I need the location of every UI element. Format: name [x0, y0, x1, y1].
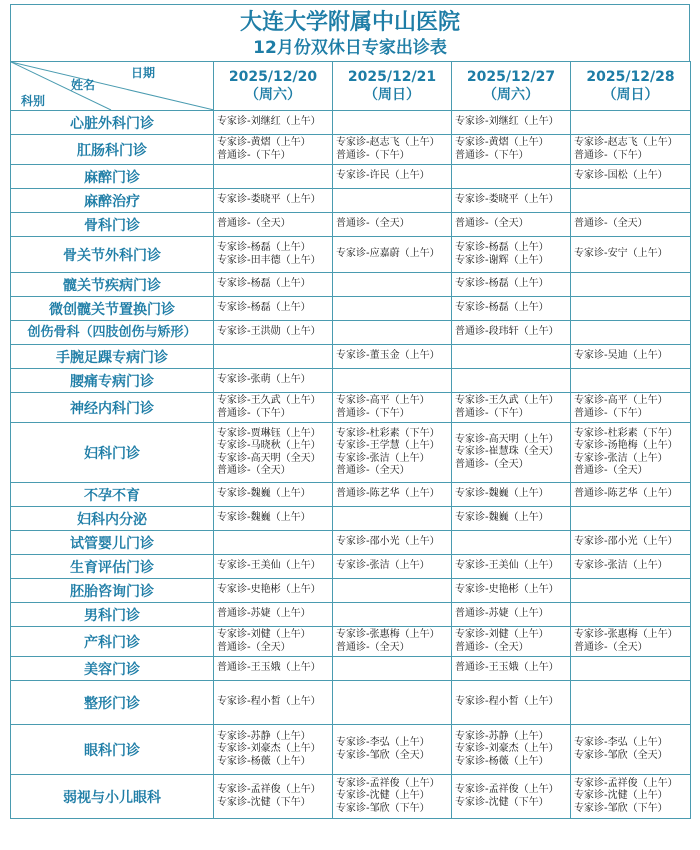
doctor-entry: 普通诊-（全天） — [336, 218, 410, 230]
doctor-entry: 普通诊-（下午） — [336, 149, 410, 161]
schedule-cell — [571, 369, 691, 393]
doctor-entry: 专家诊-王美仙（上午） — [455, 560, 559, 572]
doctor-entry: 普通诊-（全天） — [336, 465, 410, 476]
schedule-cell — [214, 237, 333, 273]
schedule-cell — [571, 483, 691, 507]
schedule-cell — [452, 555, 571, 579]
schedule-cell — [452, 627, 571, 657]
table-row — [11, 273, 691, 297]
schedule-cell — [214, 369, 333, 393]
doctor-entry: 普通诊-王玉娥（上午） — [217, 662, 321, 674]
schedule-cell — [333, 369, 452, 393]
doctor-entry: 普通诊-（下午） — [574, 149, 648, 161]
dept-cell: 妇科门诊 — [11, 423, 214, 483]
corner-name-label: 姓名 — [71, 78, 96, 92]
schedule-cell — [571, 393, 691, 423]
doctor-entry: 专家诊-杜彩素（下午） — [336, 427, 440, 439]
schedule-cell — [452, 189, 571, 213]
schedule-cell — [571, 579, 691, 603]
doctor-entry: 专家诊-史艳彬（上午） — [217, 584, 321, 596]
table-row — [11, 369, 691, 393]
hospital-title: 大连大学附属中山医院 — [239, 10, 460, 35]
dept-cell: 胚胎咨询门诊 — [11, 579, 214, 603]
doctor-entry: 专家诊-孟祥俊（上午） — [455, 784, 559, 795]
doctor-entry: 普通诊-（下午） — [336, 407, 410, 419]
date-header: 2025/12/21 （周日） — [333, 62, 452, 111]
doctor-entry: 专家诊-李弘（上午） — [574, 737, 668, 748]
schedule-cell — [333, 111, 452, 135]
schedule-cell — [214, 213, 333, 237]
schedule-cell — [452, 165, 571, 189]
schedule-cell — [571, 135, 691, 165]
schedule-cell — [452, 237, 571, 273]
table-row — [11, 579, 691, 603]
title-block — [10, 4, 690, 61]
schedule-cell — [452, 483, 571, 507]
doctor-entry: 专家诊-史艳彬（上午） — [455, 584, 559, 596]
schedule-cell — [214, 627, 333, 657]
schedule-cell — [333, 555, 452, 579]
schedule-table — [10, 61, 691, 819]
schedule-cell — [333, 507, 452, 531]
schedule-cell — [214, 555, 333, 579]
doctor-entry: 专家诊-娄晓平（上午） — [217, 194, 321, 206]
doctor-entry: 专家诊-王美仙（上午） — [217, 560, 321, 572]
doctor-entry: 专家诊-黄熠（上午） — [455, 137, 549, 148]
doctor-entry: 普通诊-王玉娥（上午） — [455, 662, 559, 674]
schedule-cell — [571, 603, 691, 627]
table-row — [11, 321, 691, 345]
table-row — [11, 393, 691, 423]
doctor-entry: 专家诊-应嘉蔚（上午） — [336, 248, 440, 260]
schedule-cell — [452, 579, 571, 603]
dept-cell: 眼科门诊 — [11, 725, 214, 775]
dept-cell: 妇科内分泌 — [11, 507, 214, 531]
doctor-entry: 专家诊-董玉金（上午） — [336, 350, 440, 362]
doctor-entry: 普通诊-（全天） — [217, 641, 291, 653]
doctor-entry: 专家诊-魏巍（上午） — [217, 488, 311, 500]
table-row — [11, 627, 691, 657]
schedule-cell — [214, 189, 333, 213]
dept-cell: 麻醉治疗 — [11, 189, 214, 213]
schedule-cell — [571, 627, 691, 657]
schedule-cell — [571, 345, 691, 369]
doctor-entry: 专家诊-赵志飞（上午） — [336, 137, 440, 148]
doctor-entry: 专家诊-贾琳钰（上午） — [217, 427, 321, 439]
doctor-entry: 普通诊-苏婕（上午） — [455, 608, 549, 620]
schedule-cell — [214, 111, 333, 135]
schedule-cell — [214, 483, 333, 507]
schedule-cell — [452, 423, 571, 483]
doctor-entry: 专家诊-李弘（上午） — [336, 737, 430, 748]
schedule-cell — [214, 297, 333, 321]
schedule-cell — [214, 531, 333, 555]
doctor-entry: 普通诊-（下午） — [455, 149, 529, 161]
table-row — [11, 165, 691, 189]
schedule-cell — [452, 507, 571, 531]
doctor-entry: 专家诊-刘健（上午） — [217, 629, 311, 640]
date-header: 2025/12/20 （周六） — [214, 62, 333, 111]
doctor-entry: 专家诊-崔慧珠（全天） — [455, 446, 559, 458]
schedule-cell — [571, 273, 691, 297]
dept-cell: 手腕足踝专病门诊 — [11, 345, 214, 369]
dept-cell: 美容门诊 — [11, 657, 214, 681]
dept-cell: 男科门诊 — [11, 603, 214, 627]
schedule-cell — [333, 725, 452, 775]
schedule-cell — [214, 507, 333, 531]
doctor-entry: 普通诊-段玮轩（上午） — [455, 326, 559, 338]
doctor-entry: 专家诊-安宁（上午） — [574, 248, 668, 260]
table-row — [11, 135, 691, 165]
schedule-cell — [214, 775, 333, 819]
schedule-cell — [571, 775, 691, 819]
schedule-cell — [333, 345, 452, 369]
doctor-entry: 专家诊-张萌（上午） — [217, 374, 311, 386]
schedule-cell — [333, 237, 452, 273]
schedule-cell — [452, 531, 571, 555]
doctor-entry: 专家诊-许民（上午） — [336, 170, 430, 182]
schedule-cell — [214, 579, 333, 603]
schedule-cell — [333, 213, 452, 237]
dept-cell: 弱视与小儿眼科 — [11, 775, 214, 819]
schedule-cell — [571, 657, 691, 681]
schedule-subtitle: 12月份双休日专家出诊表 — [253, 38, 447, 58]
dept-cell: 麻醉门诊 — [11, 165, 214, 189]
doctor-entry: 专家诊-沈健（上午） — [574, 790, 668, 802]
doctor-entry: 专家诊-邹欣（全天） — [336, 749, 430, 761]
doctor-entry: 普通诊-苏婕（上午） — [217, 608, 311, 620]
header-row — [11, 62, 691, 111]
schedule-cell — [571, 531, 691, 555]
doctor-entry: 普通诊-（全天） — [217, 465, 291, 476]
dept-cell: 神经内科门诊 — [11, 393, 214, 423]
doctor-entry: 专家诊-杨薇（上午） — [217, 755, 311, 767]
schedule-cell — [333, 483, 452, 507]
doctor-entry: 专家诊-邹欣（下午） — [574, 802, 668, 814]
schedule-cell — [452, 681, 571, 725]
dept-cell: 肛肠科门诊 — [11, 135, 214, 165]
doctor-entry: 专家诊-沈健（上午） — [336, 790, 430, 802]
doctor-entry: 专家诊-孟祥俊（上午） — [336, 777, 440, 789]
doctor-entry: 专家诊-汤艳梅（上午） — [574, 440, 678, 451]
schedule-cell — [333, 775, 452, 819]
doctor-entry: 普通诊-（全天） — [574, 218, 648, 230]
schedule-cell — [571, 725, 691, 775]
schedule-cell — [571, 111, 691, 135]
doctor-entry: 专家诊-魏巍（上午） — [217, 512, 311, 524]
doctor-entry: 普通诊-陈艺华（上午） — [574, 488, 678, 500]
schedule-cell — [333, 321, 452, 345]
doctor-entry: 专家诊-邵小光（上午） — [336, 536, 440, 548]
doctor-entry: 专家诊-杜彩素（下午） — [574, 427, 678, 439]
schedule-cell — [214, 165, 333, 189]
date-header: 2025/12/27 （周六） — [452, 62, 571, 111]
schedule-cell — [333, 393, 452, 423]
doctor-entry: 专家诊-魏巍（上午） — [455, 512, 549, 524]
schedule-cell — [214, 135, 333, 165]
table-row — [11, 603, 691, 627]
date-header: 2025/12/28 （周日） — [571, 62, 691, 111]
schedule-cell — [214, 321, 333, 345]
schedule-cell — [214, 603, 333, 627]
doctor-entry: 专家诊-谢辉（上午） — [455, 254, 549, 266]
doctor-entry: 普通诊-（全天） — [455, 218, 529, 230]
doctor-entry: 专家诊-杨薇（上午） — [455, 755, 549, 767]
doctor-entry: 专家诊-张洁（上午） — [574, 452, 668, 464]
table-row — [11, 725, 691, 775]
doctor-entry: 专家诊-王久武（上午） — [455, 395, 559, 406]
doctor-entry: 专家诊-邹欣（下午） — [336, 802, 430, 814]
schedule-cell — [333, 603, 452, 627]
schedule-cell — [571, 213, 691, 237]
schedule-cell — [571, 423, 691, 483]
schedule-cell — [333, 657, 452, 681]
doctor-entry: 专家诊-高天明（上午） — [455, 433, 559, 445]
schedule-cell — [571, 297, 691, 321]
doctor-entry: 专家诊-高平（上午） — [336, 395, 430, 406]
schedule-cell — [214, 423, 333, 483]
doctor-entry: 专家诊-王洪勋（上午） — [217, 326, 321, 338]
doctor-entry: 专家诊-国松（上午） — [574, 170, 668, 182]
schedule-cell — [214, 681, 333, 725]
schedule-cell — [333, 681, 452, 725]
schedule-cell — [214, 345, 333, 369]
schedule-cell — [333, 273, 452, 297]
schedule-cell — [333, 627, 452, 657]
doctor-entry: 专家诊-杨磊（上午） — [217, 278, 311, 290]
doctor-entry: 专家诊-王久武（上午） — [217, 395, 321, 406]
doctor-entry: 专家诊-苏静（上午） — [217, 730, 311, 742]
schedule-sheet — [10, 4, 690, 819]
doctor-entry: 专家诊-王学慧（上午） — [336, 440, 440, 451]
doctor-entry: 专家诊-程小皙（上午） — [455, 696, 559, 708]
doctor-entry: 专家诊-邹欣（全天） — [574, 749, 668, 761]
table-row — [11, 555, 691, 579]
table-row — [11, 111, 691, 135]
doctor-entry: 普通诊-（全天） — [574, 641, 648, 653]
doctor-entry: 专家诊-沈健（下午） — [217, 796, 311, 808]
dept-cell: 创伤骨科（四肢创伤与矫形） — [11, 321, 214, 345]
doctor-entry: 普通诊-（全天） — [455, 641, 529, 653]
dept-cell: 腰痛专病门诊 — [11, 369, 214, 393]
doctor-entry: 专家诊-杨磊（上午） — [217, 242, 311, 253]
table-row — [11, 483, 691, 507]
schedule-cell — [452, 369, 571, 393]
doctor-entry: 普通诊-（全天） — [455, 458, 529, 470]
schedule-cell — [333, 189, 452, 213]
table-row — [11, 657, 691, 681]
dept-cell: 整形门诊 — [11, 681, 214, 725]
schedule-cell — [571, 681, 691, 725]
dept-cell: 微创髋关节置换门诊 — [11, 297, 214, 321]
dept-cell: 不孕不育 — [11, 483, 214, 507]
doctor-entry: 专家诊-张惠梅（上午） — [336, 629, 440, 640]
schedule-cell — [452, 213, 571, 237]
doctor-entry: 专家诊-刘豪杰（上午） — [217, 743, 321, 755]
schedule-cell — [452, 725, 571, 775]
schedule-cell — [452, 775, 571, 819]
doctor-entry: 专家诊-孟祥俊（上午） — [217, 784, 321, 795]
corner-dept-label: 科别 — [21, 94, 46, 108]
schedule-cell — [571, 507, 691, 531]
dept-cell: 骨科门诊 — [11, 213, 214, 237]
dept-cell: 骨关节外科门诊 — [11, 237, 214, 273]
table-row — [11, 423, 691, 483]
schedule-cell — [452, 135, 571, 165]
doctor-entry: 普通诊-（全天） — [336, 641, 410, 653]
doctor-entry: 专家诊-高天明（全天） — [217, 452, 321, 464]
schedule-cell — [571, 189, 691, 213]
doctor-entry: 普通诊-（全天） — [217, 218, 291, 230]
schedule-cell — [452, 603, 571, 627]
doctor-entry: 普通诊-陈艺华（上午） — [336, 488, 440, 500]
schedule-cell — [452, 297, 571, 321]
doctor-entry: 专家诊-刘继红（上午） — [455, 116, 559, 128]
schedule-cell — [452, 657, 571, 681]
table-row — [11, 237, 691, 273]
schedule-cell — [452, 393, 571, 423]
doctor-entry: 专家诊-魏巍（上午） — [455, 488, 549, 500]
doctor-entry: 专家诊-马晓秋（上午） — [217, 440, 321, 451]
corner-date-label: 日期 — [131, 66, 156, 80]
schedule-cell — [333, 579, 452, 603]
schedule-cell — [214, 657, 333, 681]
schedule-cell — [214, 725, 333, 775]
doctor-entry: 专家诊-田丰德（上午） — [217, 254, 321, 266]
doctor-entry: 专家诊-程小皙（上午） — [217, 696, 321, 708]
doctor-entry: 专家诊-黄熠（上午） — [217, 137, 311, 148]
schedule-cell — [571, 555, 691, 579]
schedule-cell — [333, 531, 452, 555]
schedule-cell — [571, 321, 691, 345]
doctor-entry: 专家诊-赵志飞（上午） — [574, 137, 678, 148]
doctor-entry: 专家诊-张惠梅（上午） — [574, 629, 678, 640]
table-row — [11, 507, 691, 531]
doctor-entry: 普通诊-（下午） — [574, 407, 648, 419]
schedule-cell — [333, 135, 452, 165]
dept-cell: 生育评估门诊 — [11, 555, 214, 579]
doctor-entry: 专家诊-刘继红（上午） — [217, 116, 321, 128]
schedule-cell — [452, 273, 571, 297]
table-row — [11, 189, 691, 213]
doctor-entry: 专家诊-杨磊（上午） — [217, 302, 311, 314]
doctor-entry: 普通诊-（下午） — [217, 149, 291, 161]
table-row — [11, 681, 691, 725]
schedule-cell — [452, 345, 571, 369]
schedule-cell — [333, 165, 452, 189]
table-row — [11, 531, 691, 555]
doctor-entry: 专家诊-沈健（下午） — [455, 796, 549, 808]
doctor-entry: 普通诊-（下午） — [455, 407, 529, 419]
doctor-entry: 专家诊-杨磊（上午） — [455, 302, 549, 314]
table-row — [11, 297, 691, 321]
doctor-entry: 普通诊-（全天） — [574, 465, 648, 476]
schedule-cell — [452, 111, 571, 135]
table-row — [11, 345, 691, 369]
dept-cell: 心脏外科门诊 — [11, 111, 214, 135]
dept-cell: 髋关节疾病门诊 — [11, 273, 214, 297]
doctor-entry: 专家诊-吴迪（上午） — [574, 350, 668, 362]
doctor-entry: 专家诊-苏静（上午） — [455, 730, 549, 742]
doctor-entry: 专家诊-杨磊（上午） — [455, 278, 549, 290]
doctor-entry: 专家诊-张洁（上午） — [336, 560, 430, 572]
schedule-cell — [452, 321, 571, 345]
table-row — [11, 775, 691, 819]
schedule-cell — [571, 165, 691, 189]
dept-cell: 试管婴儿门诊 — [11, 531, 214, 555]
schedule-cell — [214, 273, 333, 297]
doctor-entry: 专家诊-杨磊（上午） — [455, 242, 549, 253]
schedule-cell — [571, 237, 691, 273]
schedule-cell — [214, 393, 333, 423]
doctor-entry: 专家诊-孟祥俊（上午） — [574, 777, 678, 789]
table-row — [11, 213, 691, 237]
doctor-entry: 专家诊-张洁（上午） — [336, 452, 430, 464]
doctor-entry: 专家诊-邵小光（上午） — [574, 536, 678, 548]
doctor-entry: 专家诊-刘豪杰（上午） — [455, 743, 559, 755]
doctor-entry: 专家诊-刘健（上午） — [455, 629, 549, 640]
doctor-entry: 专家诊-张洁（上午） — [574, 560, 668, 572]
doctor-entry: 专家诊-娄晓平（上午） — [455, 194, 559, 206]
schedule-cell — [333, 297, 452, 321]
corner-header — [11, 62, 214, 111]
schedule-cell — [333, 423, 452, 483]
doctor-entry: 专家诊-高平（上午） — [574, 395, 668, 406]
dept-cell: 产科门诊 — [11, 627, 214, 657]
doctor-entry: 普通诊-（下午） — [217, 407, 291, 419]
